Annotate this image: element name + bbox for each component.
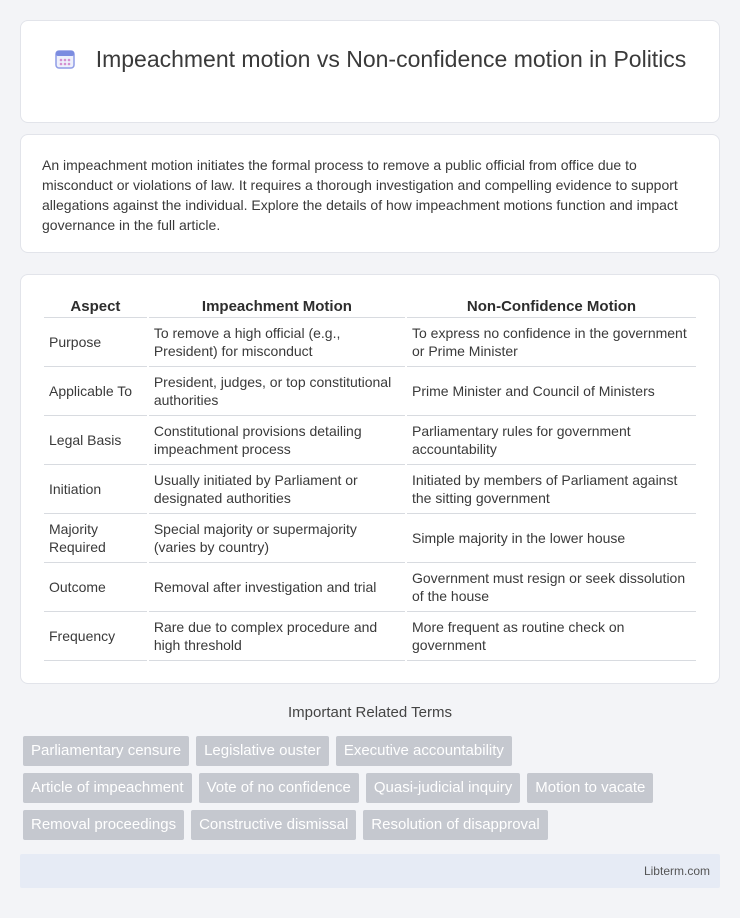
cell-impeachment: Constitutional provisions detailing impeachment process (149, 416, 405, 465)
related-term-tag[interactable]: Parliamentary censure (23, 736, 189, 766)
comparison-table (42, 296, 698, 661)
related-terms (23, 736, 703, 847)
header-impeachment: Impeachment Motion (149, 296, 405, 318)
related-term-tag[interactable]: Article of impeachment (23, 773, 192, 803)
cell-non-confidence: Simple majority in the lower house (407, 514, 696, 563)
cell-aspect: Outcome (44, 563, 147, 612)
intro-paragraph: An impeachment motion initiates the formal process to remove a public official from office due to misconduct or violations of law. It requires a thorough investigation and compelling evidence to support allegations against the individual. Explore the details of how impeachment motions function and impact governance in the full article. (42, 157, 678, 233)
cell-aspect: Initiation (44, 465, 147, 514)
related-term-tag[interactable]: Legislative ouster (196, 736, 329, 766)
comparison-card (20, 274, 720, 684)
related-term-tag[interactable]: Constructive dismissal (191, 810, 356, 840)
footer-site-link[interactable]: Libterm.com (643, 864, 710, 878)
related-term-tag[interactable]: Quasi-judicial inquiry (366, 773, 520, 803)
related-term-tag[interactable]: Motion to vacate (527, 773, 653, 803)
cell-impeachment: Rare due to complex procedure and high threshold (149, 612, 405, 661)
cell-aspect: Frequency (44, 612, 147, 661)
table-header-row (44, 296, 696, 318)
related-term-tag[interactable]: Executive accountability (336, 736, 512, 766)
cell-aspect: Majority Required (44, 514, 147, 563)
table-row (44, 514, 696, 563)
cell-non-confidence: Government must resign or seek dissolution of the house (407, 563, 696, 612)
cell-non-confidence: Parliamentary rules for government accountability (407, 416, 696, 465)
footer (20, 854, 720, 888)
tag-row (23, 810, 703, 840)
cell-impeachment: President, judges, or top constitutional authorities (149, 367, 405, 416)
cell-aspect: Legal Basis (44, 416, 147, 465)
table-row (44, 563, 696, 612)
cell-impeachment: Special majority or supermajority (varies by country) (149, 514, 405, 563)
related-term-tag[interactable]: Removal proceedings (23, 810, 184, 840)
cell-impeachment: Removal after investigation and trial (149, 563, 405, 612)
tag-row (23, 736, 703, 766)
cell-aspect: Purpose (44, 318, 147, 367)
title-card (20, 20, 720, 123)
table-row (44, 367, 696, 416)
related-term-tag[interactable]: Resolution of disapproval (363, 810, 547, 840)
cell-non-confidence: Initiated by members of Parliament against the sitting government (407, 465, 696, 514)
page-title (21, 45, 719, 74)
header-aspect: Aspect (44, 296, 147, 318)
header-non-confidence: Non-Confidence Motion (407, 296, 696, 318)
table-row (44, 318, 696, 367)
table-row (44, 465, 696, 514)
cell-impeachment: To remove a high official (e.g., President) for misconduct (149, 318, 405, 367)
cell-non-confidence: Prime Minister and Council of Ministers (407, 367, 696, 416)
calendar-icon (54, 48, 76, 70)
related-term-tag[interactable]: Vote of no confidence (199, 773, 359, 803)
cell-non-confidence: More frequent as routine check on government (407, 612, 696, 661)
table-row (44, 612, 696, 661)
table-row (44, 416, 696, 465)
cell-aspect: Applicable To (44, 367, 147, 416)
tag-row (23, 773, 703, 803)
page-title-text: Impeachment motion vs Non-confidence motion in Politics (95, 46, 687, 72)
cell-impeachment: Usually initiated by Parliament or designated authorities (149, 465, 405, 514)
cell-non-confidence: To express no confidence in the government or Prime Minister (407, 318, 696, 367)
related-terms-heading: Important Related Terms (288, 704, 452, 721)
intro-card (20, 134, 720, 253)
